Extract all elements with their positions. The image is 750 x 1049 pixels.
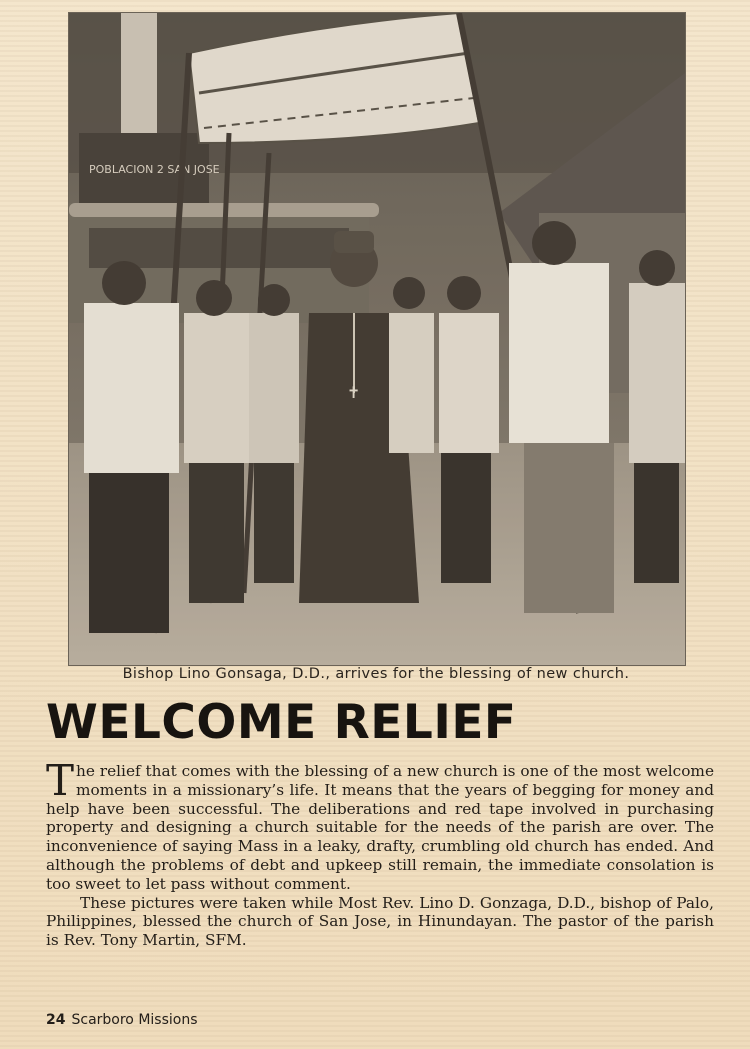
article-paragraph-1 — [46, 756, 714, 894]
article-headline: WELCOME RELIEF — [46, 695, 517, 750]
paragraph-1-text: he relief that comes with the blessing of a new church is one of the most welcome moments in a missionary’s life. It means that the years of begging for money and help have been successful. The deliberations and red tape involved in purchasing property and designing a church suitable for the needs of the parish are over. The inconvenience of saying Mass in a leaky, drafty, crumbling old church has ended. And although the problems of debt and upkeep still remain, the immediate consolation is too sweet to let pass without comment. — [46, 762, 714, 893]
sign-text: POBLACION 2 SAN JOSE — [89, 163, 220, 176]
photo-illustration — [69, 13, 685, 665]
photo-caption: Bishop Lino Gonsaga, D.D., arrives for the blessing of new church. — [122, 666, 630, 682]
procession-photo — [68, 12, 686, 666]
page-footer — [46, 1012, 198, 1028]
publication-name: Scarboro Missions — [71, 1012, 198, 1028]
page-number: 24 — [46, 1012, 66, 1028]
article-paragraph-2: These pictures were taken while Most Rev. Lino D. Gonzaga, D.D., bishop of Palo, Philippines, blessed the church of San Jose, in Hinundayan. The pastor of the parish is Rev. Tony Martin, SFM. — [46, 893, 714, 950]
article-body — [46, 756, 714, 950]
svg-text:✝: ✝ — [347, 383, 361, 402]
drop-cap: T — [46, 756, 75, 805]
